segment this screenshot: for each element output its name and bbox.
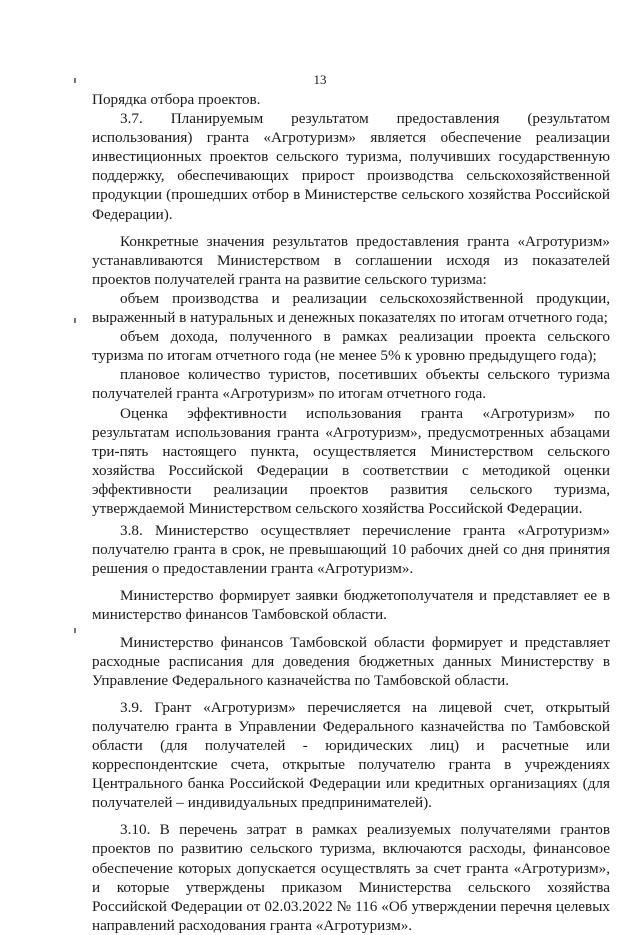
list-item-production-volume: объем производства и реализации сельскохозяйственной продукции, выраженный в натуральных и денежных показателях по итогам отчетного года; — [92, 289, 610, 327]
paragraph-3-7: 3.7. Планируемым результатом предоставления (результатом использования) гранта «Агротуризм» является обеспечение реализации инвестиционных проектов сельского туризма, получивших государственную поддержку, обеспечивающих прирост производства сельскохозяйственной продукции (прошедших отбор в Министерстве сельского хозяйства Российской Федерации). — [92, 110, 610, 223]
paragraph-result-values: Конкретные значения результатов предоставления гранта «Агротуризм» устанавливаются Министерством в соглашении исходя из показателей проектов получателей гранта на развитие сельского туризма: — [92, 232, 610, 288]
list-item-income-volume: объем дохода, полученного в рамках реализации проекта сельского туризма по итогам отчетного года (не менее 5% к уровню предыдущего года); — [92, 328, 610, 365]
paragraph-efficiency-evaluation: Оценка эффективности использования гранта «Агротуризм» по результатам использования гранта «Агротуризм», предусмотренных абзацами три-пять настоящего пункта, осуществляется Министерством сельского хозяйства Российской Федерации в соответствии с методикой оценки эффективности реализации проектов развития сельского туризма, утверждаемой Министерством сельского хозяйства Российской Федерации. — [92, 404, 610, 517]
page-number: 13 — [313, 72, 327, 87]
paragraph-ministry-requests: Министерство формирует заявки бюджетополучателя и представляет ее в министерство финансов Тамбовской области. — [92, 587, 610, 624]
list-item-tourist-count: плановое количество туристов, посетивших объекты сельского туризма получателей гранта «Агротуризм» по итогам отчетного года. — [92, 366, 610, 403]
paragraph-3-9: 3.9. Грант «Агротуризм» перечисляется на лицевой счет, открытый получателю гранта в Управлении Федерального казначейства по Тамбовской области (для получателей - юридических лиц) и расчетные или корреспондентские счета, открытые получателю гранта в учреждениях Центрального банка Российской Федерации или кредитных организациях (для получателей – индивидуальных предпринимателей). — [92, 698, 610, 812]
paragraph-continuation: Порядка отбора проектов. — [92, 91, 261, 108]
paragraph-3-10: 3.10. В перечень затрат в рамках реализуемых получателями грантов проектов по развитию сельского туризма, включаются расходы, финансовое обеспечение которых допускается осуществлять за счет гранта «Агротуризм», и которые утверждены приказом Министерства сельского хозяйства Российской Федерации от 02.03.2022 № 116 «Об утверждении перечня целевых направлений расходования гранта «Агротуризм». — [92, 821, 610, 934]
paragraph-finance-ministry: Министерство финансов Тамбовской области формирует и представляет расходные расписания для доведения бюджетных данных Министерству в Управление Федерального казначейства по Тамбовской области. — [92, 633, 610, 689]
paragraph-3-8: 3.8. Министерство осуществляет перечисление гранта «Агротуризм» получателю гранта в срок, не превышающий 10 рабочих дней со дня принятия решения о предоставлении гранта «Агротуризм». — [92, 522, 610, 578]
margin-mark — [74, 628, 76, 633]
margin-mark — [74, 318, 76, 323]
document-body — [92, 90, 610, 935]
